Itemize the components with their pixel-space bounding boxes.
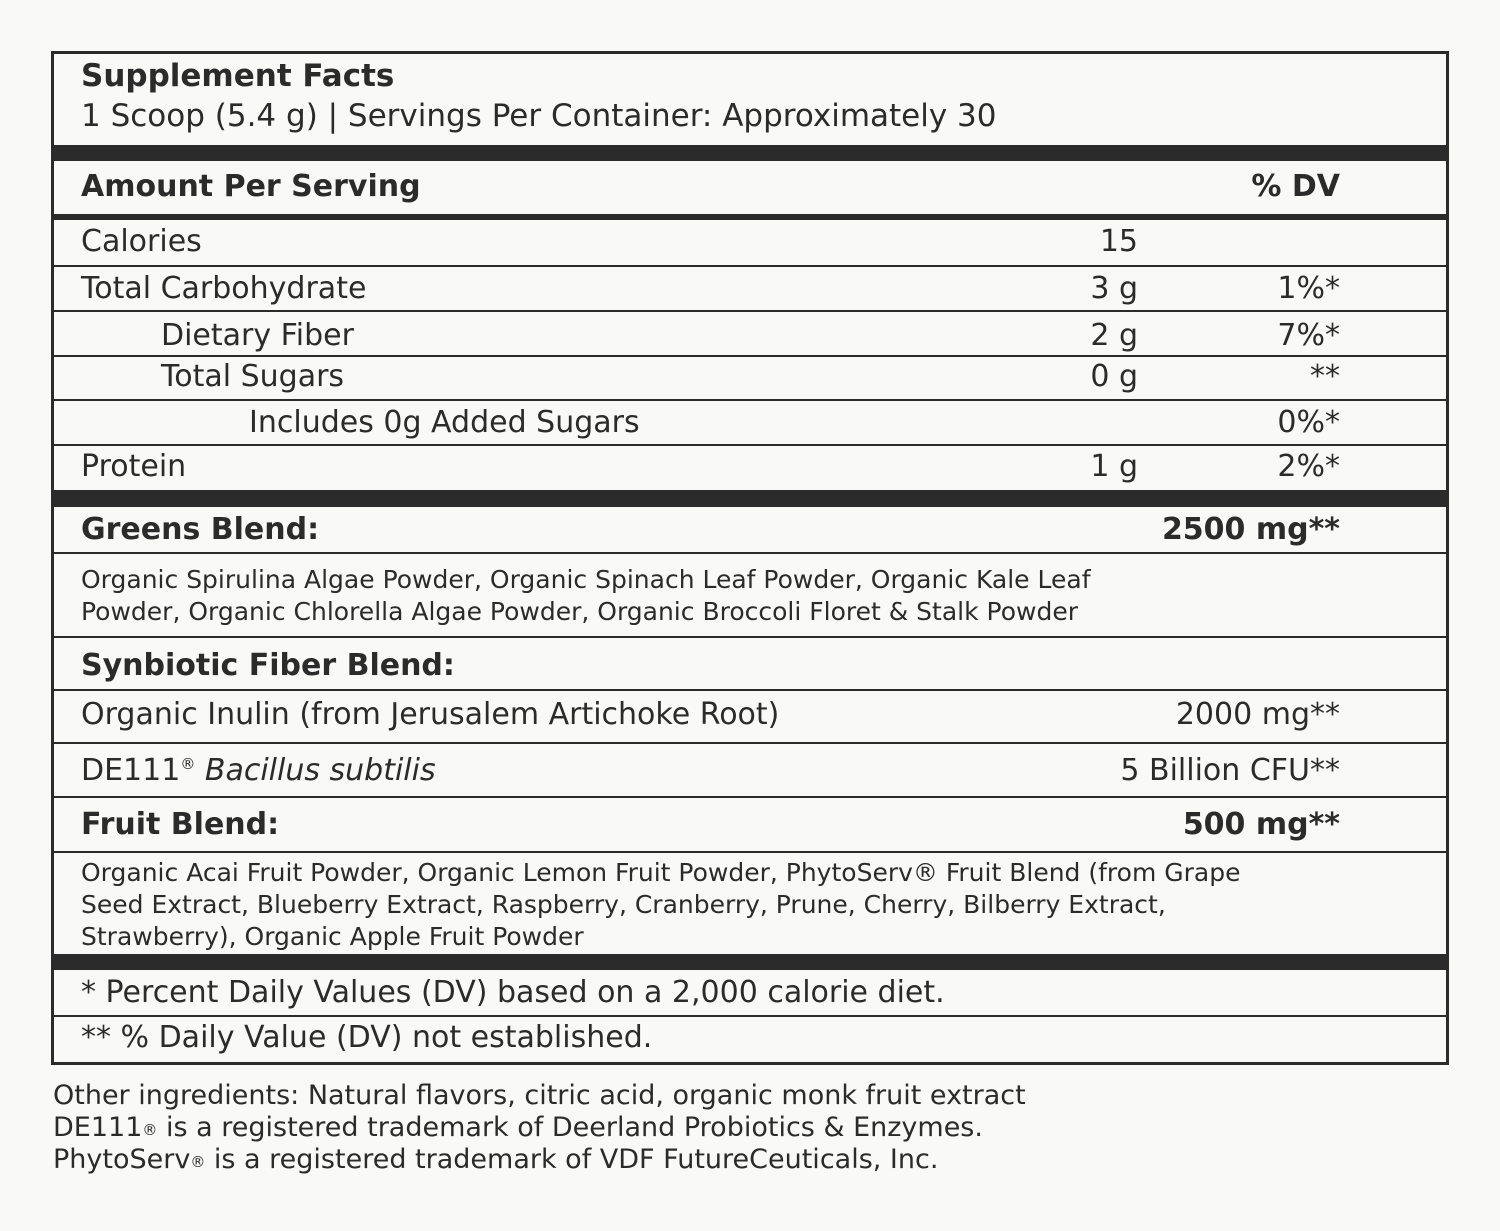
fruit-blend-ingredients-line2: Seed Extract, Blueberry Extract, Raspberry, Cranberry, Prune, Cherry, Bilberry Extract, bbox=[81, 890, 1166, 919]
row-divider bbox=[54, 444, 1446, 446]
row-divider bbox=[54, 355, 1446, 357]
row-divider bbox=[54, 742, 1446, 744]
trademark-de111-text: is a registered trademark of Deerland Probiotics & Enzymes. bbox=[157, 1112, 983, 1143]
trademark-de111 bbox=[53, 1112, 1026, 1144]
nutrient-dv-carbohydrate: 1%* bbox=[1277, 271, 1340, 306]
dv-heading: % DV bbox=[1251, 169, 1340, 204]
inulin-name: Organic Inulin (from Jerusalem Artichoke Root) bbox=[81, 697, 780, 732]
greens-blend-name: Greens Blend: bbox=[81, 512, 320, 547]
row-divider bbox=[54, 552, 1446, 554]
nutrient-dv-added-sugars: 0%* bbox=[1277, 405, 1340, 440]
trademark-phytoserv bbox=[53, 1144, 1026, 1176]
trademark-de111-brand: DE111 bbox=[53, 1112, 143, 1143]
probiotic-brand: DE111 bbox=[81, 753, 181, 788]
medium-divider bbox=[54, 214, 1446, 220]
thick-divider bbox=[54, 954, 1446, 970]
nutrient-amount-protein: 1 g bbox=[1090, 449, 1138, 484]
dv-footnote: * Percent Daily Values (DV) based on a 2,000 calorie diet. bbox=[81, 975, 945, 1010]
row-divider bbox=[54, 796, 1446, 798]
panel-title: Supplement Facts bbox=[81, 58, 395, 94]
label-footer bbox=[53, 1080, 1026, 1176]
nutrient-amount-calories: 15 bbox=[1099, 224, 1138, 259]
row-divider bbox=[54, 310, 1446, 312]
fruit-blend-ingredients-line3: Strawberry), Organic Apple Fruit Powder bbox=[81, 922, 584, 951]
fruit-blend-ingredients-line1: Organic Acai Fruit Powder, Organic Lemon Fruit Powder, PhytoServ® Fruit Blend (from Grape bbox=[81, 858, 1241, 887]
nutrient-amount-carbohydrate: 3 g bbox=[1090, 271, 1138, 306]
greens-blend-amount: 2500 mg** bbox=[1161, 512, 1340, 547]
greens-blend-ingredients-line1: Organic Spirulina Algae Powder, Organic Spinach Leaf Powder, Organic Kale Leaf bbox=[81, 565, 1091, 594]
nutrient-name-added-sugars: Includes 0g Added Sugars bbox=[249, 405, 640, 440]
nutrient-dv-protein: 2%* bbox=[1277, 449, 1340, 484]
not-established-footnote: ** % Daily Value (DV) not established. bbox=[81, 1020, 653, 1055]
nutrient-name-sugars: Total Sugars bbox=[161, 359, 345, 394]
nutrient-name-calories: Calories bbox=[81, 224, 202, 259]
registered-mark: ® bbox=[190, 1153, 206, 1171]
row-divider bbox=[54, 851, 1446, 853]
row-divider bbox=[54, 265, 1446, 267]
amount-per-serving-heading: Amount Per Serving bbox=[81, 169, 421, 204]
registered-mark: ® bbox=[142, 1121, 158, 1139]
row-divider bbox=[54, 1015, 1446, 1017]
nutrient-dv-fiber: 7%* bbox=[1277, 318, 1340, 353]
synbiotic-blend-name: Synbiotic Fiber Blend: bbox=[81, 648, 455, 683]
row-divider bbox=[54, 689, 1446, 691]
serving-size: 1 Scoop (5.4 g) | Servings Per Container: Approximately 30 bbox=[81, 98, 997, 134]
probiotic-name bbox=[81, 753, 436, 788]
registered-mark: ® bbox=[180, 755, 196, 773]
other-ingredients: Other ingredients: Natural flavors, citric acid, organic monk fruit extract bbox=[53, 1080, 1026, 1111]
fruit-blend-name: Fruit Blend: bbox=[81, 807, 280, 842]
nutrient-name-fiber: Dietary Fiber bbox=[161, 318, 354, 353]
probiotic-amount: 5 Billion CFU** bbox=[1120, 753, 1340, 788]
inulin-amount: 2000 mg** bbox=[1175, 697, 1340, 732]
thick-divider bbox=[54, 145, 1446, 161]
trademark-phytoserv-text: is a registered trademark of VDF FutureCeuticals, Inc. bbox=[205, 1144, 939, 1175]
nutrient-name-carbohydrate: Total Carbohydrate bbox=[81, 271, 367, 306]
nutrient-name-protein: Protein bbox=[81, 449, 187, 484]
fruit-blend-amount: 500 mg** bbox=[1182, 807, 1340, 842]
probiotic-species: Bacillus subtilis bbox=[204, 753, 436, 788]
nutrient-amount-sugars: 0 g bbox=[1090, 359, 1138, 394]
row-divider bbox=[54, 636, 1446, 638]
trademark-phytoserv-brand: PhytoServ bbox=[53, 1144, 191, 1175]
supplement-facts-panel bbox=[51, 51, 1449, 1065]
row-divider bbox=[54, 399, 1446, 401]
nutrient-dv-sugars: ** bbox=[1310, 359, 1340, 394]
nutrient-amount-fiber: 2 g bbox=[1090, 318, 1138, 353]
thick-divider bbox=[54, 490, 1446, 507]
greens-blend-ingredients-line2: Powder, Organic Chlorella Algae Powder, Organic Broccoli Floret & Stalk Powder bbox=[81, 597, 1078, 626]
